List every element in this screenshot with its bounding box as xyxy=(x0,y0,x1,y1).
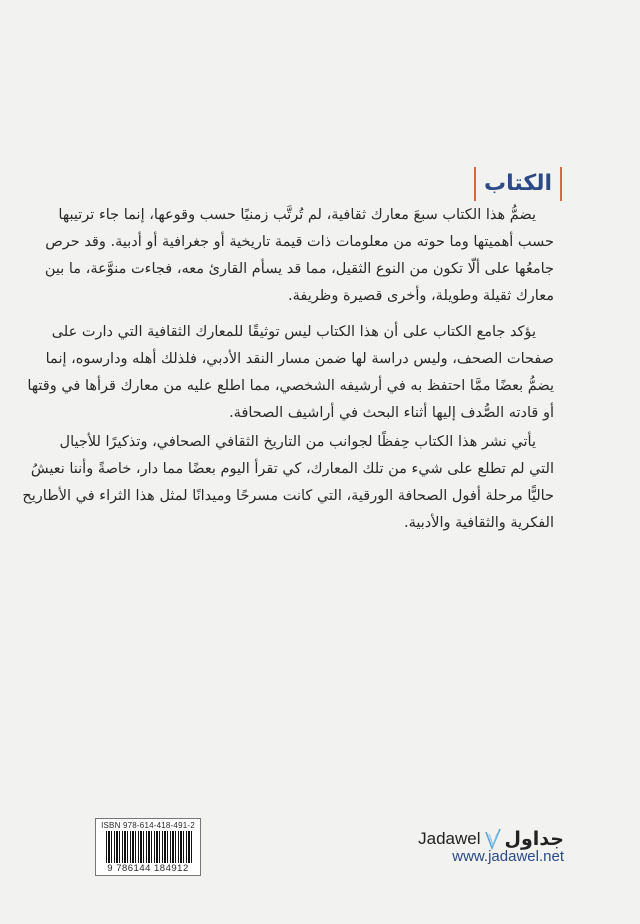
publisher-url: www.jadawel.net xyxy=(452,848,564,865)
paragraph-3 xyxy=(22,429,554,537)
text-line: يؤكد جامع الكتاب على أن هذا الكتاب ليس توثيقًا للمعارك الثقافية التي دارت على xyxy=(51,324,536,340)
paragraph-2 xyxy=(27,319,554,427)
publisher-name-ar: جداول xyxy=(504,828,564,850)
text-line: معارك ثقيلة وطويلة، وأخرى قصيرة وظريفة. xyxy=(288,288,554,304)
text-line: أو قادته الصُّدف إليها أثناء البحث في أراشيف الصحافة. xyxy=(229,405,554,421)
isbn-barcode xyxy=(95,818,201,876)
isbn-label: ISBN 978-614-418-491-2 xyxy=(101,821,195,830)
text-line: يضمُّ بعضًا ممَّا احتفظ به في أرشيفه الشخصي، مما اطلع عليه من معارك قرأها في وقتها xyxy=(27,378,554,394)
section-heading xyxy=(474,166,562,202)
isbn-digits: 9 786144 184912 xyxy=(107,863,189,874)
text-line: جامعُها على ألّا تكون من النوع الثقيل، مما قد يسأم القارئ معه، فجاءت منوَّعة، ما بين xyxy=(44,261,554,277)
paragraph-1 xyxy=(44,202,554,310)
text-line: صفحات الصحف، وليس دراسة لها ضمن مسار النقد الأدبي، فلذلك أهله ودارسوه، إنما xyxy=(45,351,554,367)
barcode-bars xyxy=(106,831,194,863)
text-line: التي لم تطلع على شيء من تلك المعارك، كي تقرأ اليوم بعضًا مما دار، خاصةً وأننا نعيشُ xyxy=(30,461,554,477)
text-line: الفكرية والثقافية والأدبية. xyxy=(403,515,554,531)
section-title: الكتاب xyxy=(484,171,552,196)
publisher-mark-icon xyxy=(484,828,502,850)
text-line: يأتي نشر هذا الكتاب حِفظًا لجوانب من التاريخ الثقافي الصحافي، وتذكيرًا للأجيال xyxy=(59,434,536,450)
text-line: يضمُّ هذا الكتاب سبعَ معارك ثقافية، لم تُرتَّب زمنيًا حسب وقوعها، إنما جاء ترتيبها xyxy=(58,207,536,223)
heading-bar-left xyxy=(474,167,476,201)
publisher-name-en: Jadawel xyxy=(418,829,481,848)
text-line: حسب أهميتها وما حوته من معلومات ذات قيمة تاريخية أو جغرافية أو أدبية. وقد حرص xyxy=(45,234,554,250)
text-line: حاليًّا مرحلة أفول الصحافة الورقية، التي كانت مسرحًا وميدانًا لمثل هذا الثراء في الأطاريح xyxy=(22,488,554,504)
heading-bar-right xyxy=(560,167,562,201)
publisher-logo xyxy=(418,828,564,865)
